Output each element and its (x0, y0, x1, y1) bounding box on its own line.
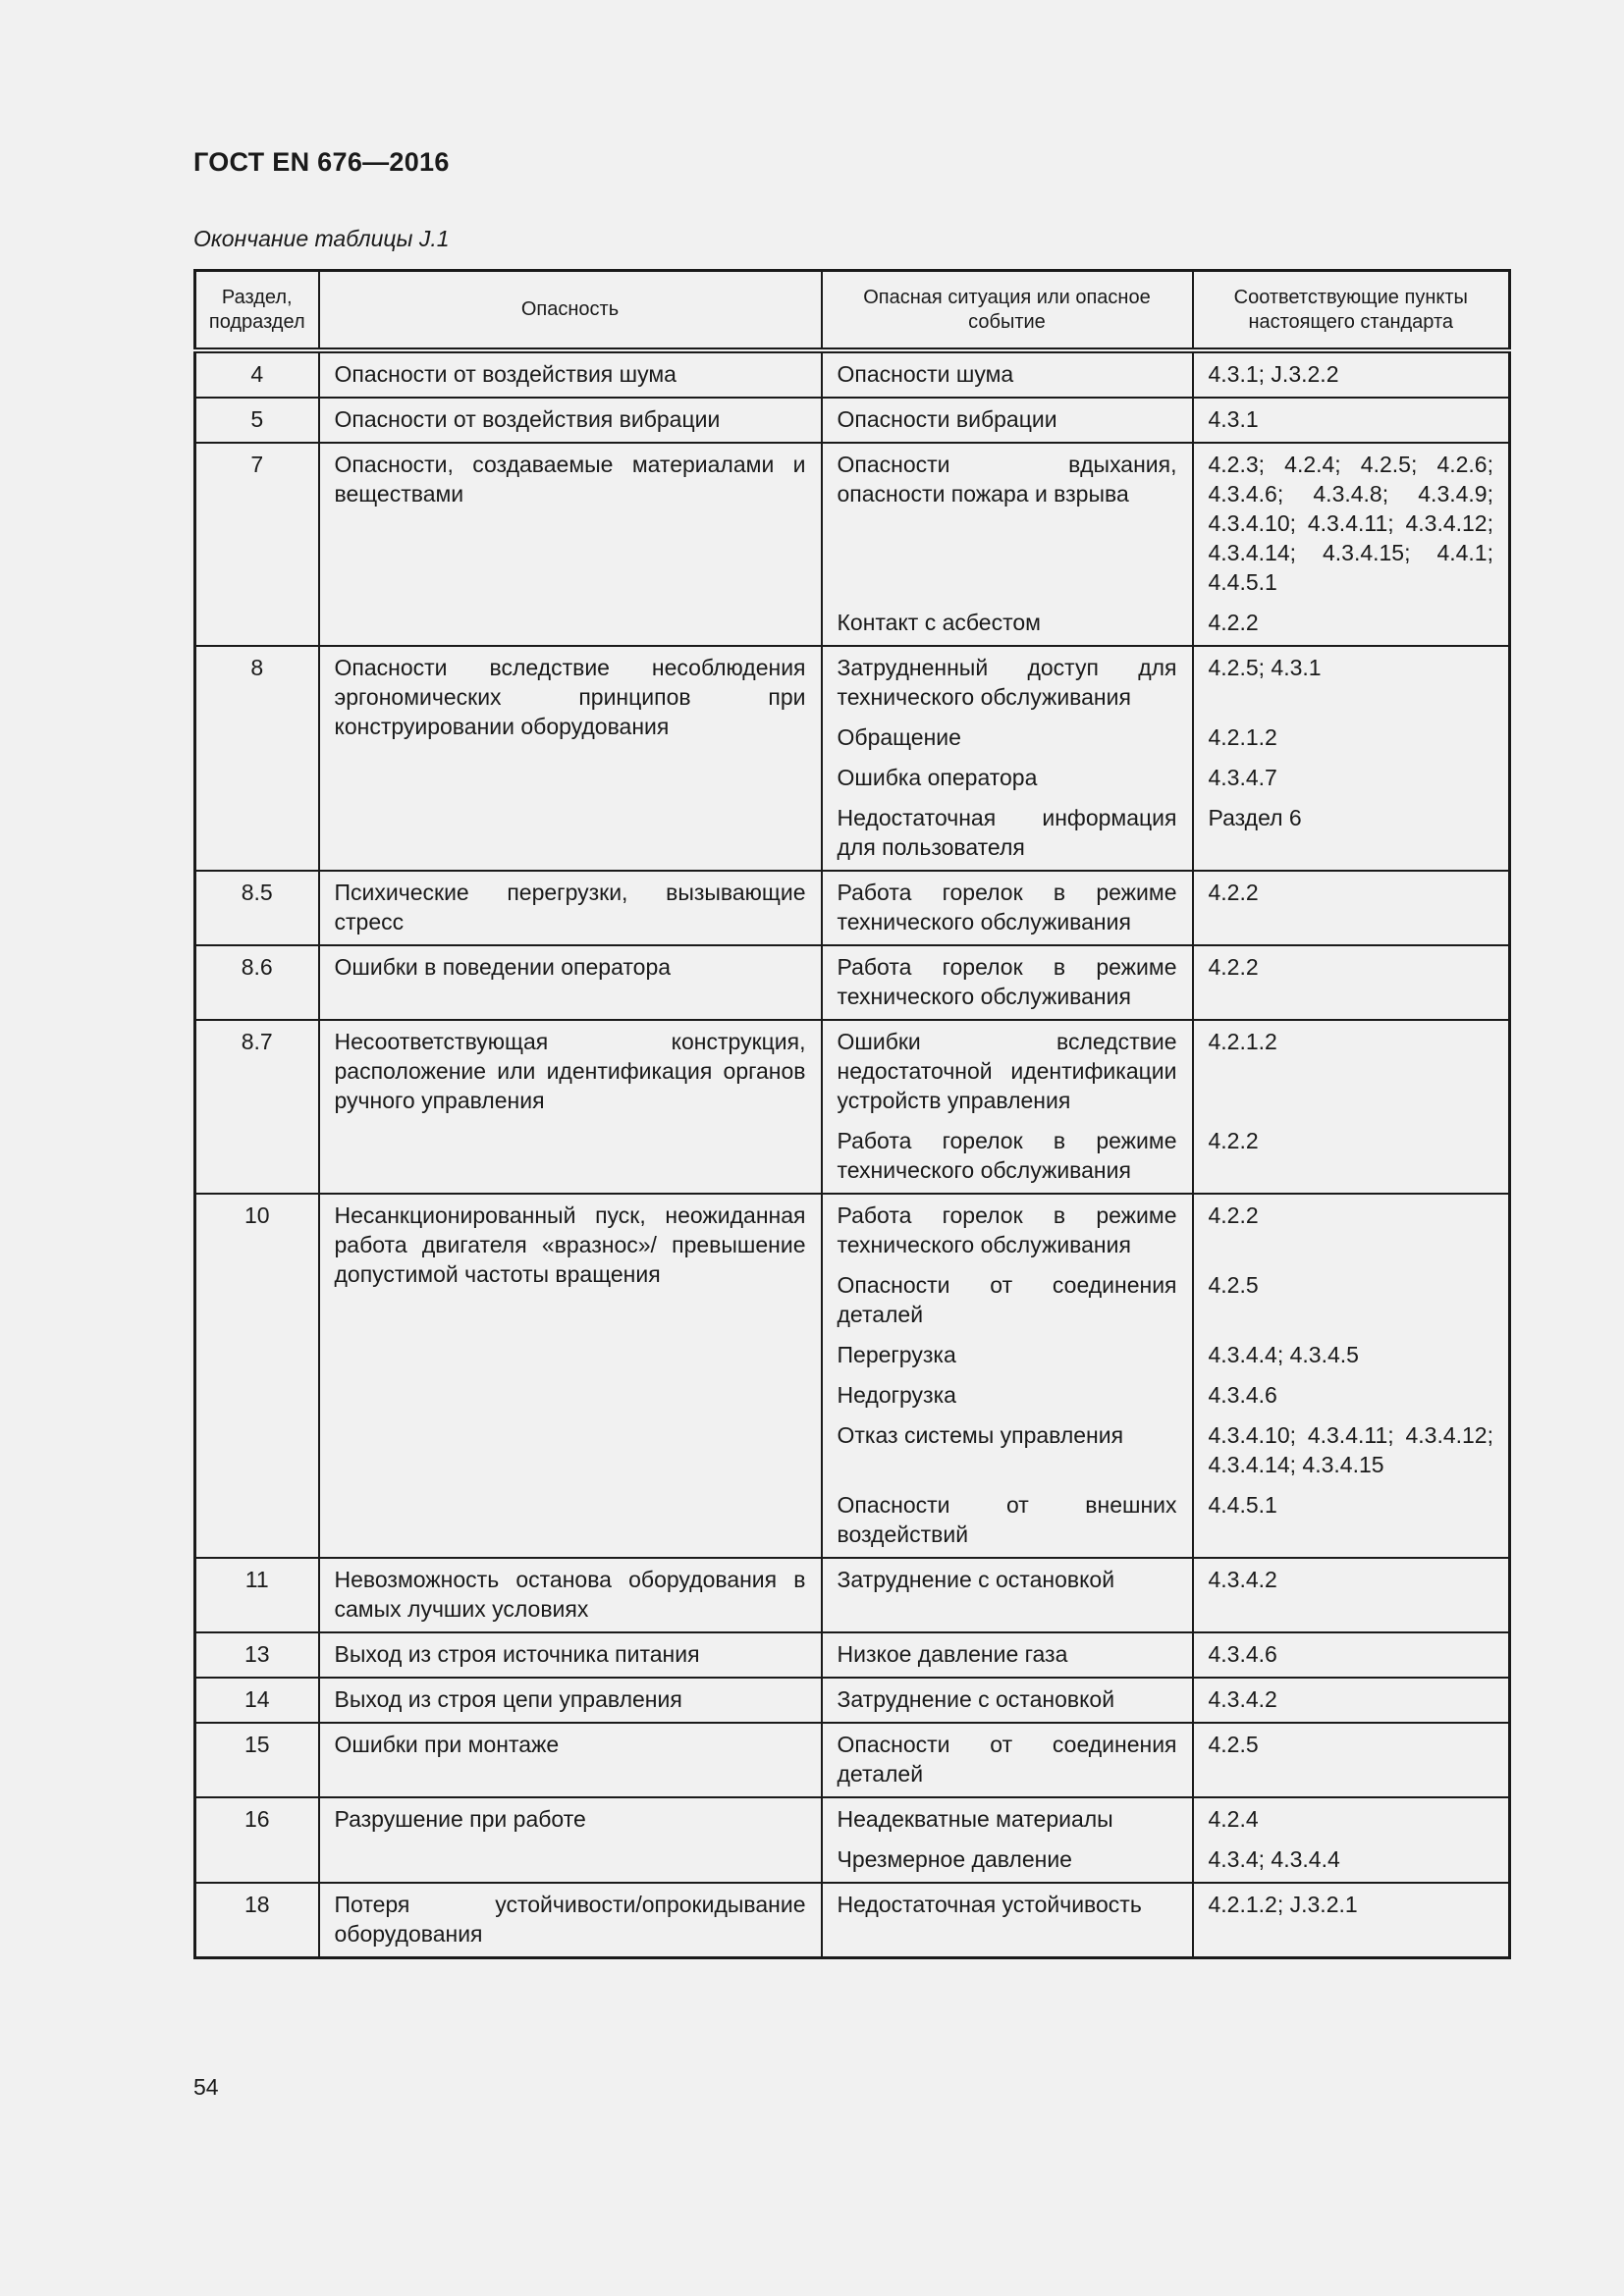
clauses-cell: 4.2.5 (1193, 1261, 1510, 1331)
table-row (195, 1558, 1510, 1632)
situation-cell: Недогрузка (822, 1371, 1193, 1412)
clauses-cell: 4.2.1.2 (1193, 1020, 1510, 1117)
header-clauses: Соответствующие пункты настоящего стандарта (1193, 271, 1510, 351)
hazard-cell: Опасности от воздействия вибрации (319, 398, 822, 443)
table-body (195, 350, 1510, 1958)
situation-cell: Ошибки вследствие недостаточной идентификации устройств управления (822, 1020, 1193, 1117)
situation-cell: Опасности от соединения деталей (822, 1261, 1193, 1331)
situation-cell: Работа горелок в режиме технического обслуживания (822, 945, 1193, 1020)
hazard-cell: Разрушение при работе (319, 1797, 822, 1883)
clauses-cell: 4.3.4.7 (1193, 754, 1510, 794)
header-hazard: Опасность (319, 271, 822, 351)
table-caption: Окончание таблицы J.1 (193, 226, 450, 251)
hazard-cell: Опасности от воздействия шума (319, 350, 822, 398)
hazard-cell: Несанкционированный пуск, неожиданная работа двигателя «вразнос»/ превышение допустимой частоты вращения (319, 1194, 822, 1558)
clauses-cell: Раздел 6 (1193, 794, 1510, 871)
clauses-cell: 4.3.4.10; 4.3.4.11; 4.3.4.12; 4.3.4.14; 4.3.4.15 (1193, 1412, 1510, 1481)
section-cell: 8.7 (195, 1020, 319, 1194)
clauses-cell: 4.2.5; 4.3.1 (1193, 646, 1510, 714)
clauses-cell: 4.2.2 (1193, 1194, 1510, 1261)
situation-cell: Работа горелок в режиме технического обслуживания (822, 1117, 1193, 1194)
table-header-row (195, 271, 1510, 351)
table-row (195, 398, 1510, 443)
table-row (195, 1020, 1510, 1117)
clauses-cell: 4.2.2 (1193, 945, 1510, 1020)
header-situation: Опасная ситуация или опасное событие (822, 271, 1193, 351)
clauses-cell: 4.3.4.4; 4.3.4.5 (1193, 1331, 1510, 1371)
hazard-cell: Психические перегрузки, вызывающие стресс (319, 871, 822, 945)
clauses-cell: 4.3.4.6 (1193, 1371, 1510, 1412)
situation-cell: Затруднение с остановкой (822, 1558, 1193, 1632)
section-cell: 4 (195, 350, 319, 398)
clauses-cell: 4.2.3; 4.2.4; 4.2.5; 4.2.6; 4.3.4.6; 4.3.4.8; 4.3.4.9; 4.3.4.10; 4.3.4.11; 4.3.4.12; 4.3.4.14; 4.3.4.15; 4.4.1; 4.4.5.1 (1193, 443, 1510, 599)
section-cell: 13 (195, 1632, 319, 1678)
clauses-cell: 4.2.2 (1193, 1117, 1510, 1194)
situation-cell: Перегрузка (822, 1331, 1193, 1371)
situation-cell: Недостаточная информация для пользователя (822, 794, 1193, 871)
situation-cell: Опасности от соединения деталей (822, 1723, 1193, 1797)
section-cell: 14 (195, 1678, 319, 1723)
clauses-cell: 4.2.1.2 (1193, 714, 1510, 754)
hazard-cell: Ошибки в поведении оператора (319, 945, 822, 1020)
clauses-cell: 4.3.4.2 (1193, 1678, 1510, 1723)
hazard-cell: Невозможность останова оборудования в самых лучших условиях (319, 1558, 822, 1632)
section-cell: 8 (195, 646, 319, 871)
clauses-cell: 4.3.1; J.3.2.2 (1193, 350, 1510, 398)
hazard-cell: Выход из строя цепи управления (319, 1678, 822, 1723)
clauses-cell: 4.2.4 (1193, 1797, 1510, 1836)
situation-cell: Работа горелок в режиме технического обслуживания (822, 871, 1193, 945)
table-row (195, 1883, 1510, 1958)
situation-cell: Низкое давление газа (822, 1632, 1193, 1678)
situation-cell: Работа горелок в режиме технического обслуживания (822, 1194, 1193, 1261)
section-cell: 7 (195, 443, 319, 646)
situation-cell: Контакт с асбестом (822, 599, 1193, 646)
section-cell: 18 (195, 1883, 319, 1958)
section-cell: 16 (195, 1797, 319, 1883)
situation-cell: Недостаточная устойчивость (822, 1883, 1193, 1958)
table-row (195, 1723, 1510, 1797)
section-cell: 11 (195, 1558, 319, 1632)
clauses-cell: 4.3.4.6 (1193, 1632, 1510, 1678)
clauses-cell: 4.3.1 (1193, 398, 1510, 443)
table-row (195, 646, 1510, 714)
clauses-cell: 4.2.2 (1193, 871, 1510, 945)
clauses-cell: 4.4.5.1 (1193, 1481, 1510, 1558)
table-row (195, 1797, 1510, 1836)
clauses-cell: 4.2.5 (1193, 1723, 1510, 1797)
section-cell: 8.5 (195, 871, 319, 945)
section-cell: 15 (195, 1723, 319, 1797)
situation-cell: Отказ системы управления (822, 1412, 1193, 1481)
situation-cell: Опасности от внешних воздействий (822, 1481, 1193, 1558)
clauses-cell: 4.2.2 (1193, 599, 1510, 646)
situation-cell: Опасности вибрации (822, 398, 1193, 443)
table-row (195, 443, 1510, 599)
situation-cell: Опасности шума (822, 350, 1193, 398)
situation-cell: Затрудненный доступ для технического обслуживания (822, 646, 1193, 714)
situation-cell: Обращение (822, 714, 1193, 754)
table-row (195, 945, 1510, 1020)
situation-cell: Неадекватные материалы (822, 1797, 1193, 1836)
page-number: 54 (193, 2074, 219, 2100)
hazard-cell: Опасности, создаваемые материалами и веществами (319, 443, 822, 646)
hazard-cell: Опасности вследствие несоблюдения эргономических принципов при конструировании оборудования (319, 646, 822, 871)
section-cell: 10 (195, 1194, 319, 1558)
section-cell: 8.6 (195, 945, 319, 1020)
situation-cell: Ошибка оператора (822, 754, 1193, 794)
clauses-cell: 4.3.4.2 (1193, 1558, 1510, 1632)
hazard-cell: Несоответствующая конструкция, расположение или идентификация органов ручного управления (319, 1020, 822, 1194)
document-code: ГОСТ EN 676—2016 (193, 147, 450, 177)
table-row (195, 350, 1510, 398)
table-row (195, 871, 1510, 945)
hazard-cell: Потеря устойчивости/опрокидывание оборудования (319, 1883, 822, 1958)
situation-cell: Опасности вдыхания, опасности пожара и взрыва (822, 443, 1193, 599)
hazard-cell: Ошибки при монтаже (319, 1723, 822, 1797)
table-row (195, 1632, 1510, 1678)
section-cell: 5 (195, 398, 319, 443)
situation-cell: Затруднение с остановкой (822, 1678, 1193, 1723)
hazard-cell: Выход из строя источника питания (319, 1632, 822, 1678)
header-section: Раздел, подраздел (195, 271, 319, 351)
hazards-table (193, 269, 1511, 1959)
clauses-cell: 4.2.1.2; J.3.2.1 (1193, 1883, 1510, 1958)
table-row (195, 1678, 1510, 1723)
situation-cell: Чрезмерное давление (822, 1836, 1193, 1883)
table-row (195, 1194, 1510, 1261)
clauses-cell: 4.3.4; 4.3.4.4 (1193, 1836, 1510, 1883)
